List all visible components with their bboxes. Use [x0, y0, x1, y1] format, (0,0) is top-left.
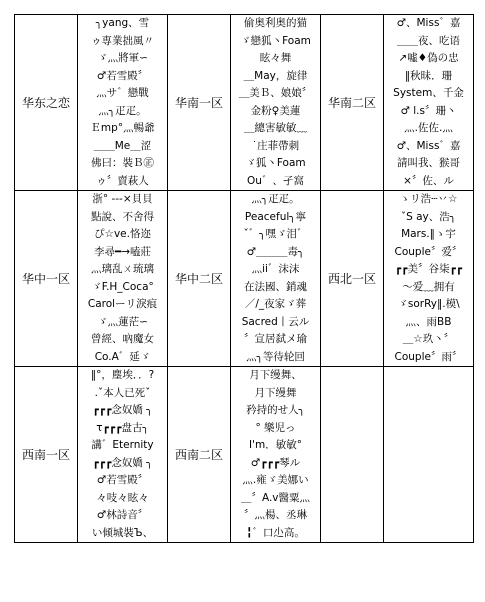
- region-name-cell: 华中二区: [168, 191, 231, 367]
- region-name-cell: 华南一区: [168, 15, 231, 191]
- member-name: ゥ〞賣萩人: [96, 174, 149, 187]
- member-name: 々吱々眩々: [96, 491, 149, 504]
- region-name-cell: 西南一区: [15, 367, 78, 543]
- member-name: ＿〞A.v醫粟灬: [240, 491, 311, 504]
- member-name: 請叫我、猴哥: [397, 157, 460, 169]
- member-list-cell: [384, 191, 474, 367]
- member-name: ╮yang、雪: [95, 17, 150, 29]
- member-name: Carolーリ淚痕: [87, 298, 158, 310]
- member-name: ／/_夜家ゞ葬: [244, 298, 307, 310]
- member-name: 灬.佐佐.灬: [404, 122, 453, 134]
- member-name: Mars.‖ゝ宇: [401, 228, 456, 240]
- region-name-cell: 华南二区: [321, 15, 384, 191]
- member-name: 灬╮疋疋。: [251, 193, 300, 205]
- member-name: 灬.雍ゞ美娜い: [242, 474, 309, 486]
- region-name-cell: 西南二区: [168, 367, 231, 543]
- table-row: [15, 15, 474, 191]
- member-name: ‖°，塵埃．．?: [90, 369, 155, 381]
- member-name: 眩々舞: [259, 52, 292, 64]
- member-name: ♂若雪殿〞: [96, 69, 149, 82]
- empty-cell: [384, 367, 474, 543]
- member-name: ＿May，旋律: [243, 69, 308, 82]
- member-name: 點說、不舍得: [91, 210, 154, 223]
- member-list-cell: [78, 15, 168, 191]
- member-name: 佛曰：裝Ｂ㊣: [91, 157, 154, 169]
- member-name: ゞ戀狐丶Foam: [240, 34, 311, 47]
- member-name: ˙庄菲帶刺: [251, 139, 300, 152]
- member-name: ＿總害敏敏﹏: [244, 122, 307, 134]
- member-name: ×〞佐、ル: [403, 174, 454, 187]
- member-list-cell: [384, 15, 474, 191]
- member-list-cell: [231, 367, 321, 543]
- member-name: い倾城裝Ъ、: [91, 526, 154, 539]
- empty-cell: [321, 367, 384, 543]
- member-name: 〜爱﹏拥有: [402, 280, 455, 293]
- member-name: 浙° ---×貝貝: [92, 193, 153, 205]
- member-name: τ┏┏┏盘古╮: [96, 421, 149, 434]
- member-name: 講゛Eternity: [91, 439, 154, 451]
- member-name: ＿美Ｂ、娘娘〞: [238, 87, 313, 99]
- member-name: Sacred丨云ル: [241, 315, 310, 328]
- member-name: ♂、Miss゛嘉: [396, 17, 461, 29]
- table-row: [15, 191, 474, 367]
- member-name: 曾經、吶魔女: [91, 333, 154, 345]
- member-name: Peaceful╮寧: [244, 210, 307, 223]
- member-name: ˇ゛╮嘿ゞ泪゛: [243, 228, 308, 240]
- member-name: ＿＿Me＿涩: [93, 139, 152, 152]
- member-name: 灬╮疋疋。: [98, 104, 147, 117]
- table-row: [15, 367, 474, 543]
- member-name: ゞ灬蓮茫∽: [97, 315, 148, 328]
- member-name: 灬╮等待轮回: [246, 350, 305, 363]
- member-name: 灬、雨BB: [405, 315, 452, 328]
- member-name: 月下缦舞、: [249, 369, 302, 381]
- member-name: 金粉♀美蓮: [250, 104, 301, 117]
- member-name: ゞF.H_Coca°: [91, 280, 154, 293]
- region-name-cell: 华东之恋: [15, 15, 78, 191]
- member-name: 李尋━→嗑莊: [93, 245, 152, 258]
- member-name: ┏┏┏念奴嬌 ╮: [92, 456, 153, 469]
- member-name: ┏┏美〞谷柒┏┏: [394, 263, 463, 275]
- member-name: ♂＿＿＿毒╮: [246, 245, 305, 258]
- member-name: 〞灬楊、丞琳: [244, 509, 307, 521]
- member-name: System、千金: [393, 87, 464, 99]
- region-name-cell: 华中一区: [15, 191, 78, 367]
- member-name: ゝリ浩┄丷☆: [399, 193, 458, 205]
- member-name: Couple〞爱〞: [394, 245, 463, 258]
- member-name: ♂、Miss゛嘉: [396, 139, 461, 152]
- member-name: ° 樂児っ: [255, 421, 296, 434]
- member-name: ♂┏┏┏琴ル: [250, 456, 301, 469]
- member-name: Co.A゛延ゞ: [94, 350, 151, 363]
- region-name-cell: 西北一区: [321, 191, 384, 367]
- member-name: ┏┏┏念奴嬌 ╮: [92, 404, 153, 416]
- member-name: ゥ専業拙風〃: [91, 34, 154, 47]
- member-list-cell: [78, 367, 168, 543]
- member-name: ♂ l.s〞珊丶: [400, 104, 457, 117]
- member-name: ↗噓♦偽の忠: [398, 52, 459, 64]
- member-list-cell: [231, 15, 321, 191]
- member-name: 〞宣居弑メ瑜: [244, 333, 307, 345]
- member-name: ╏゛口尐高。: [246, 526, 305, 539]
- member-name: 在法國、銷魂: [244, 280, 307, 293]
- member-name: Ou゛、孑窩: [247, 174, 304, 187]
- member-name: ＿☆玖丶〞: [402, 333, 455, 345]
- member-list-cell: [231, 191, 321, 367]
- member-name: 灬ii゛沫沫: [251, 263, 300, 275]
- member-name: ゞsorRy‖.模\: [397, 298, 460, 310]
- member-name: Ｅmp°灬暢爺: [90, 122, 155, 134]
- member-name: ♂若雪殿〞: [96, 474, 149, 486]
- region-table-body: [15, 15, 474, 543]
- member-name: 偷奥利奥的猫: [244, 17, 307, 29]
- member-list-cell: [78, 191, 168, 367]
- member-name: ＿＿夜、吃语: [397, 34, 460, 47]
- member-name: ‖秋昧．珊: [404, 69, 453, 82]
- member-name: 灬サ゛戀戰: [96, 87, 149, 99]
- member-name: ˇS ay、浩╮: [400, 210, 457, 223]
- member-name: I'm．敏敏°: [249, 439, 302, 451]
- region-table: [14, 14, 474, 543]
- member-name: .ˇ本人已死ˇ: [94, 386, 151, 399]
- member-name: ♂林詩音〞: [96, 509, 149, 521]
- member-name: ゞ狐丶Foam: [245, 157, 306, 169]
- member-name: ぴ☆ve.恪迩: [94, 228, 151, 240]
- member-name: ゞ灬將軍∽: [97, 52, 148, 64]
- member-name: 矜持的せ人╮: [246, 404, 305, 416]
- member-name: Couple〞雨〞: [394, 350, 463, 363]
- member-name: 灬璃乱ㄨ琉璃: [91, 263, 154, 275]
- member-name: 月下缦舞: [254, 386, 297, 399]
